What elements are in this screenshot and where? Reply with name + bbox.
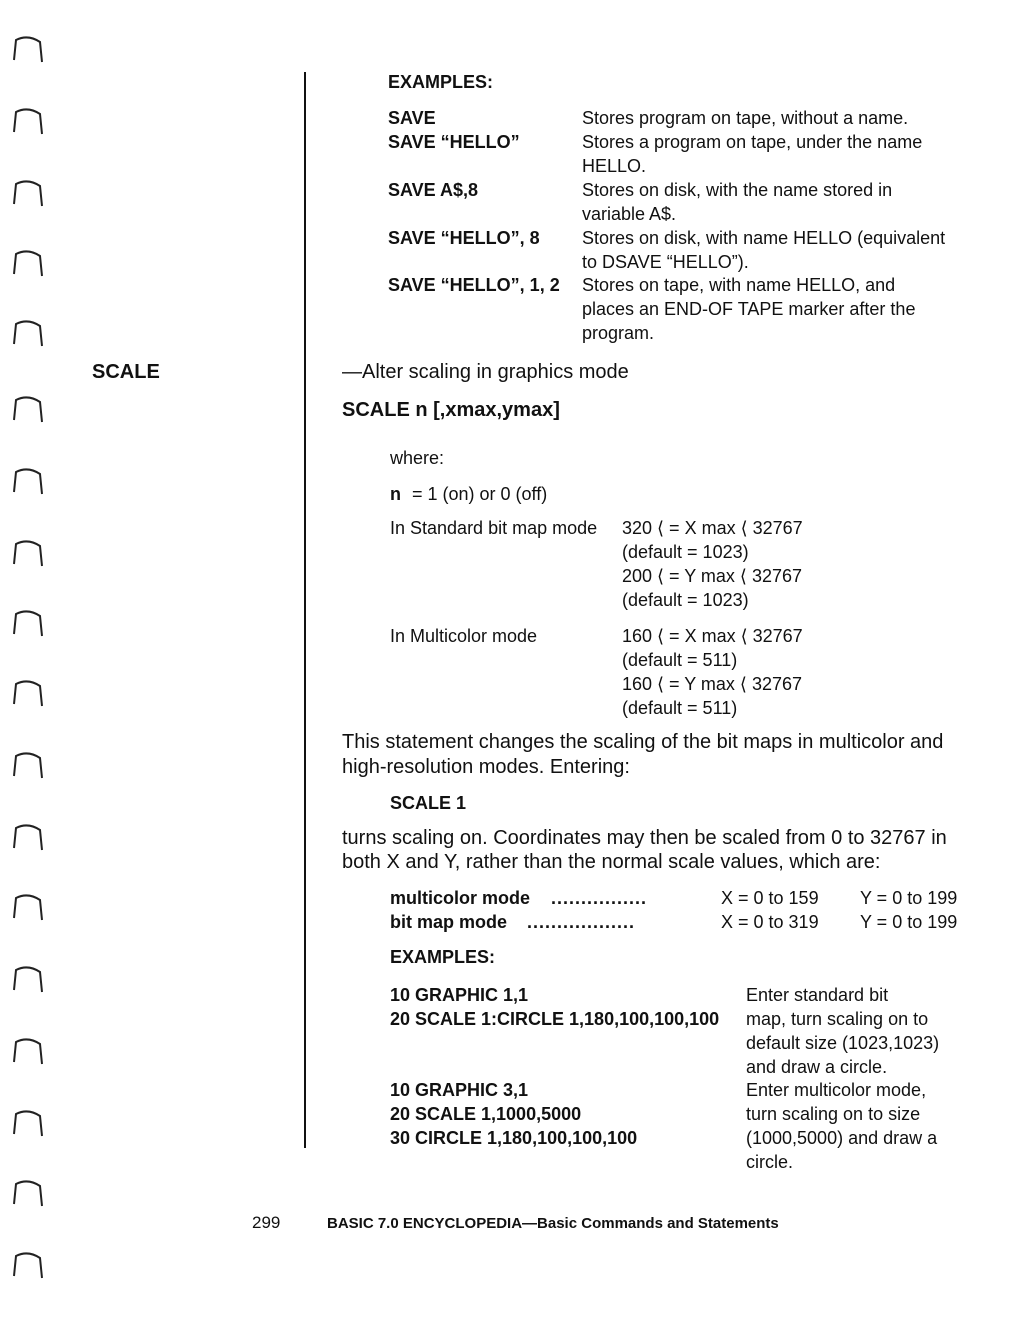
save-desc-line: places an END-OF TAPE marker after the [582, 299, 916, 319]
binder-mark [8, 820, 48, 854]
binder-mark [8, 464, 48, 498]
code-line: 10 GRAPHIC 1,1 [390, 985, 529, 1005]
binder-mark [8, 676, 48, 710]
save-cmd: SAVE “HELLO”, 1, 2 [388, 275, 560, 295]
standard-range-line: (default = 1023) [622, 542, 749, 562]
body-paragraph-line: This statement changes the scaling of the bit maps in multicolor and [342, 731, 944, 753]
save-desc-line: variable A$. [582, 204, 677, 224]
mode-name: bit map mode [390, 912, 508, 932]
binder-mark [8, 748, 48, 782]
code-line: 10 GRAPHIC 3,1 [390, 1080, 529, 1100]
binder-mark [8, 1034, 48, 1068]
example-desc-line: Enter multicolor mode, [746, 1080, 927, 1100]
save-examples-heading: EXAMPLES: [388, 72, 494, 92]
side-heading: SCALE [92, 361, 160, 383]
body-paragraph-line: high-resolution modes. Entering: [342, 756, 630, 778]
binder-mark [8, 1106, 48, 1140]
body-paragraph-line: both X and Y, rather than the normal scale values, which are: [342, 851, 881, 873]
scale-syntax: SCALE n [,xmax,ymax] [342, 399, 560, 421]
example-desc-line: circle. [746, 1152, 794, 1172]
multicolor-range-line: 160 ⟨ = Y max ⟨ 32767 [622, 674, 803, 694]
binder-mark [8, 1176, 48, 1210]
margin-rule [304, 72, 306, 1148]
mode-y-range: Y = 0 to 199 [860, 912, 958, 932]
dot-leader: .................. [527, 912, 636, 932]
binder-mark [8, 606, 48, 640]
binder-mark [8, 176, 48, 210]
save-cmd: SAVE [388, 108, 436, 128]
save-desc-line: to DSAVE “HELLO”). [582, 252, 749, 272]
multicolor-mode-label: In Multicolor mode [390, 626, 538, 646]
example-command: SCALE 1 [390, 793, 467, 813]
body-paragraph-line: turns scaling on. Coordinates may then be scaled from 0 to 32767 in [342, 827, 947, 849]
example-desc-line: and draw a circle. [746, 1057, 888, 1077]
standard-mode-label: In Standard bit map mode [390, 518, 598, 538]
where-label: where: [390, 448, 445, 468]
save-desc-line: Stores a program on tape, under the name [582, 132, 923, 152]
save-cmd: SAVE A$,8 [388, 180, 479, 200]
save-desc-line: Stores on tape, with name HELLO, and [582, 275, 896, 295]
save-desc-line: Stores on disk, with name HELLO (equivalent [582, 228, 946, 248]
mode-y-range: Y = 0 to 199 [860, 888, 958, 908]
save-cmd: SAVE “HELLO” [388, 132, 520, 152]
scale-examples-heading: EXAMPLES: [390, 947, 496, 967]
n-label: n [390, 484, 401, 504]
standard-range-line: 320 ⟨ = X max ⟨ 32767 [622, 518, 803, 538]
example-desc-line: default size (1023,1023) [746, 1033, 940, 1053]
binder-mark [8, 316, 48, 350]
binder-mark [8, 1248, 48, 1282]
multicolor-range-line: 160 ⟨ = X max ⟨ 32767 [622, 626, 803, 646]
example-desc-line: Enter standard bit [746, 985, 889, 1005]
binder-mark [8, 392, 48, 426]
binder-mark [8, 246, 48, 280]
example-desc-line: (1000,5000) and draw a [746, 1128, 938, 1148]
code-line: 20 SCALE 1:CIRCLE 1,180,100,100,100 [390, 1009, 720, 1029]
mode-x-range: X = 0 to 159 [721, 888, 819, 908]
page-number: 299 [252, 1213, 281, 1232]
save-desc-line: Stores program on tape, without a name. [582, 108, 909, 128]
save-cmd: SAVE “HELLO”, 8 [388, 228, 540, 248]
standard-range-line: 200 ⟨ = Y max ⟨ 32767 [622, 566, 803, 586]
code-line: 20 SCALE 1,1000,5000 [390, 1104, 582, 1124]
standard-range-line: (default = 1023) [622, 590, 749, 610]
mode-name: multicolor mode [390, 888, 531, 908]
binder-mark [8, 32, 48, 66]
binder-mark [8, 962, 48, 996]
running-title: BASIC 7.0 ENCYCLOPEDIA—Basic Commands and Statements [327, 1215, 779, 1232]
n-definition: = 1 (on) or 0 (off) [412, 484, 548, 504]
scale-description: —Alter scaling in graphics mode [342, 361, 629, 383]
multicolor-range-line: (default = 511) [622, 650, 738, 670]
code-line: 30 CIRCLE 1,180,100,100,100 [390, 1128, 638, 1148]
dot-leader: ................ [551, 888, 648, 908]
example-desc-line: turn scaling on to size [746, 1104, 921, 1124]
binder-mark [8, 890, 48, 924]
example-desc-line: map, turn scaling on to [746, 1009, 929, 1029]
binder-mark [8, 536, 48, 570]
binder-mark [8, 104, 48, 138]
save-desc-line: program. [582, 323, 655, 343]
multicolor-range-line: (default = 511) [622, 698, 738, 718]
mode-x-range: X = 0 to 319 [721, 912, 819, 932]
save-desc-line: HELLO. [582, 156, 647, 176]
save-desc-line: Stores on disk, with the name stored in [582, 180, 893, 200]
